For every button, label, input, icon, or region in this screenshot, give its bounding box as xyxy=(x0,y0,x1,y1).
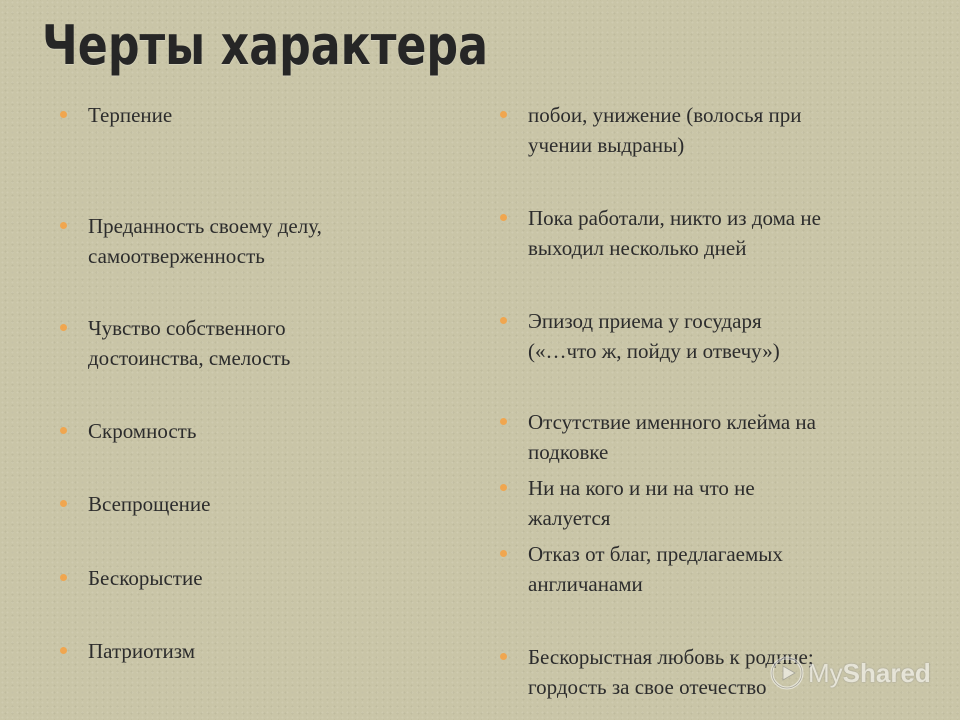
left-item-4-line-1: Скромность xyxy=(88,419,197,443)
right-item-1-line-1: побои, унижение (волосья при xyxy=(528,103,802,127)
right-item-2-line-1: Пока работали, никто из дома не xyxy=(528,206,821,230)
watermark-text-bold: Shared xyxy=(842,658,931,688)
left-item-3-line-2: достоинства, смелость xyxy=(88,346,291,370)
myshared-watermark xyxy=(770,654,940,694)
left-item-3 xyxy=(88,313,290,373)
bullet-dot-icon xyxy=(60,427,67,434)
right-item-4-line-1: Отсутствие именного клейма на xyxy=(528,410,816,434)
left-item-2-line-2: самоотверженность xyxy=(88,244,265,268)
left-item-3-line-1: Чувство собственного xyxy=(88,316,286,340)
left-item-6-line-1: Бескорыстие xyxy=(88,566,203,590)
watermark-text-light: My xyxy=(808,658,843,688)
right-item-7-line-1: Бескорыстная любовь к родине; xyxy=(528,645,814,669)
right-item-3-line-1: Эпизод приема у государя xyxy=(528,309,762,333)
bullet-dot-icon xyxy=(500,550,507,557)
right-item-2-line-2: выходил несколько дней xyxy=(528,236,747,260)
right-item-1-line-2: учении выдраны) xyxy=(528,133,685,157)
slide-title: Черты характера xyxy=(42,14,488,77)
right-item-6-line-2: англичанами xyxy=(528,572,643,596)
right-item-1 xyxy=(528,100,802,160)
right-item-4-line-2: подковке xyxy=(528,440,609,464)
left-item-5 xyxy=(88,489,210,519)
right-item-6 xyxy=(528,539,783,599)
left-item-2-line-1: Преданность своему делу, xyxy=(88,214,322,238)
right-item-4 xyxy=(528,407,816,467)
bullet-dot-icon xyxy=(60,647,67,654)
left-item-7 xyxy=(88,636,195,666)
left-item-6 xyxy=(88,563,203,593)
left-item-5-line-1: Всепрощение xyxy=(88,492,211,516)
bullet-dot-icon xyxy=(60,222,67,229)
bullet-dot-icon xyxy=(60,500,67,507)
right-item-3 xyxy=(528,306,780,366)
right-item-3-line-2: («…что ж, пойду и отвечу») xyxy=(528,339,780,363)
bullet-dot-icon xyxy=(60,574,67,581)
left-item-2 xyxy=(88,211,322,271)
bullet-dot-icon xyxy=(500,653,507,660)
right-item-7-line-2: гордость за свое отечество xyxy=(528,675,767,699)
right-item-2 xyxy=(528,203,821,263)
right-item-5 xyxy=(528,473,755,533)
left-item-1 xyxy=(88,100,172,130)
bullet-dot-icon xyxy=(500,317,507,324)
left-item-4 xyxy=(88,416,196,446)
myshared-logo-icon xyxy=(770,656,804,690)
bullet-dot-icon xyxy=(500,111,507,118)
bullet-dot-icon xyxy=(500,214,507,221)
bullet-dot-icon xyxy=(60,324,67,331)
right-item-6-line-1: Отказ от благ, предлагаемых xyxy=(528,542,783,566)
bullet-dot-icon xyxy=(500,484,507,491)
bullet-dot-icon xyxy=(60,111,67,118)
watermark-text xyxy=(808,657,931,689)
left-item-1-line-1: Терпение xyxy=(88,103,173,127)
right-item-5-line-1: Ни на кого и ни на что не xyxy=(528,476,755,500)
right-item-5-line-2: жалуется xyxy=(528,506,611,530)
left-item-7-line-1: Патриотизм xyxy=(88,639,196,663)
bullet-dot-icon xyxy=(500,418,507,425)
